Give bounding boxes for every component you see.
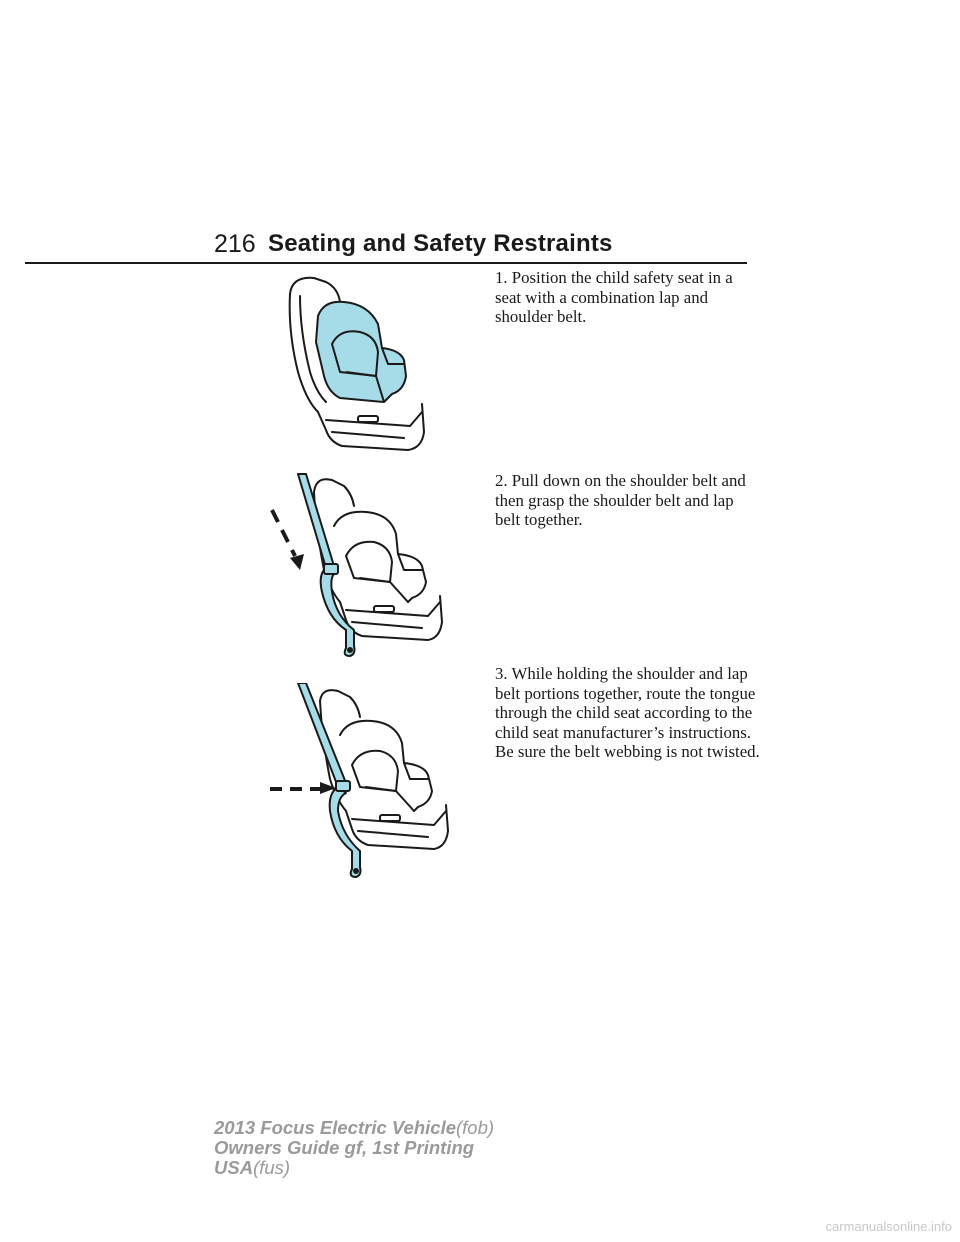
child-seat-in-vehicle-seat-illustration (280, 272, 440, 454)
footer-line-1 (214, 1118, 494, 1138)
document-footer (214, 1118, 494, 1178)
header-rule (25, 262, 747, 264)
step-2-text: 2. Pull down on the shoulder belt and then grasp the shoulder belt and lap belt together. (495, 471, 746, 529)
site-watermark: carmanualsonline.info (825, 1219, 952, 1234)
step-3-text: 3. While holding the shoulder and lap belt portions together, route the tongue through the child seat according to the child seat manufacturer’s instructions. Be sure the belt webbing is not twisted. (495, 664, 760, 761)
section-title: Seating and Safety Restraints (268, 230, 613, 257)
pull-shoulder-belt-illustration (262, 470, 452, 666)
footer-line-2 (214, 1138, 494, 1158)
footer-line-3 (214, 1158, 494, 1178)
footer-market-code: (fus) (253, 1157, 291, 1178)
page-header (214, 226, 746, 262)
footer-guide-edition: Owners Guide gf, 1st Printing (214, 1137, 475, 1158)
footer-vehicle-model: 2013 Focus Electric Vehicle (214, 1117, 456, 1138)
footer-market: USA (214, 1157, 254, 1178)
page-number: 216 (214, 230, 256, 258)
step-1-text: 1. Position the child safety seat in a seat with a combination lap and shoulder belt. (495, 268, 733, 326)
route-belt-tongue-illustration (262, 683, 452, 887)
footer-vehicle-code: (fob) (456, 1117, 495, 1138)
